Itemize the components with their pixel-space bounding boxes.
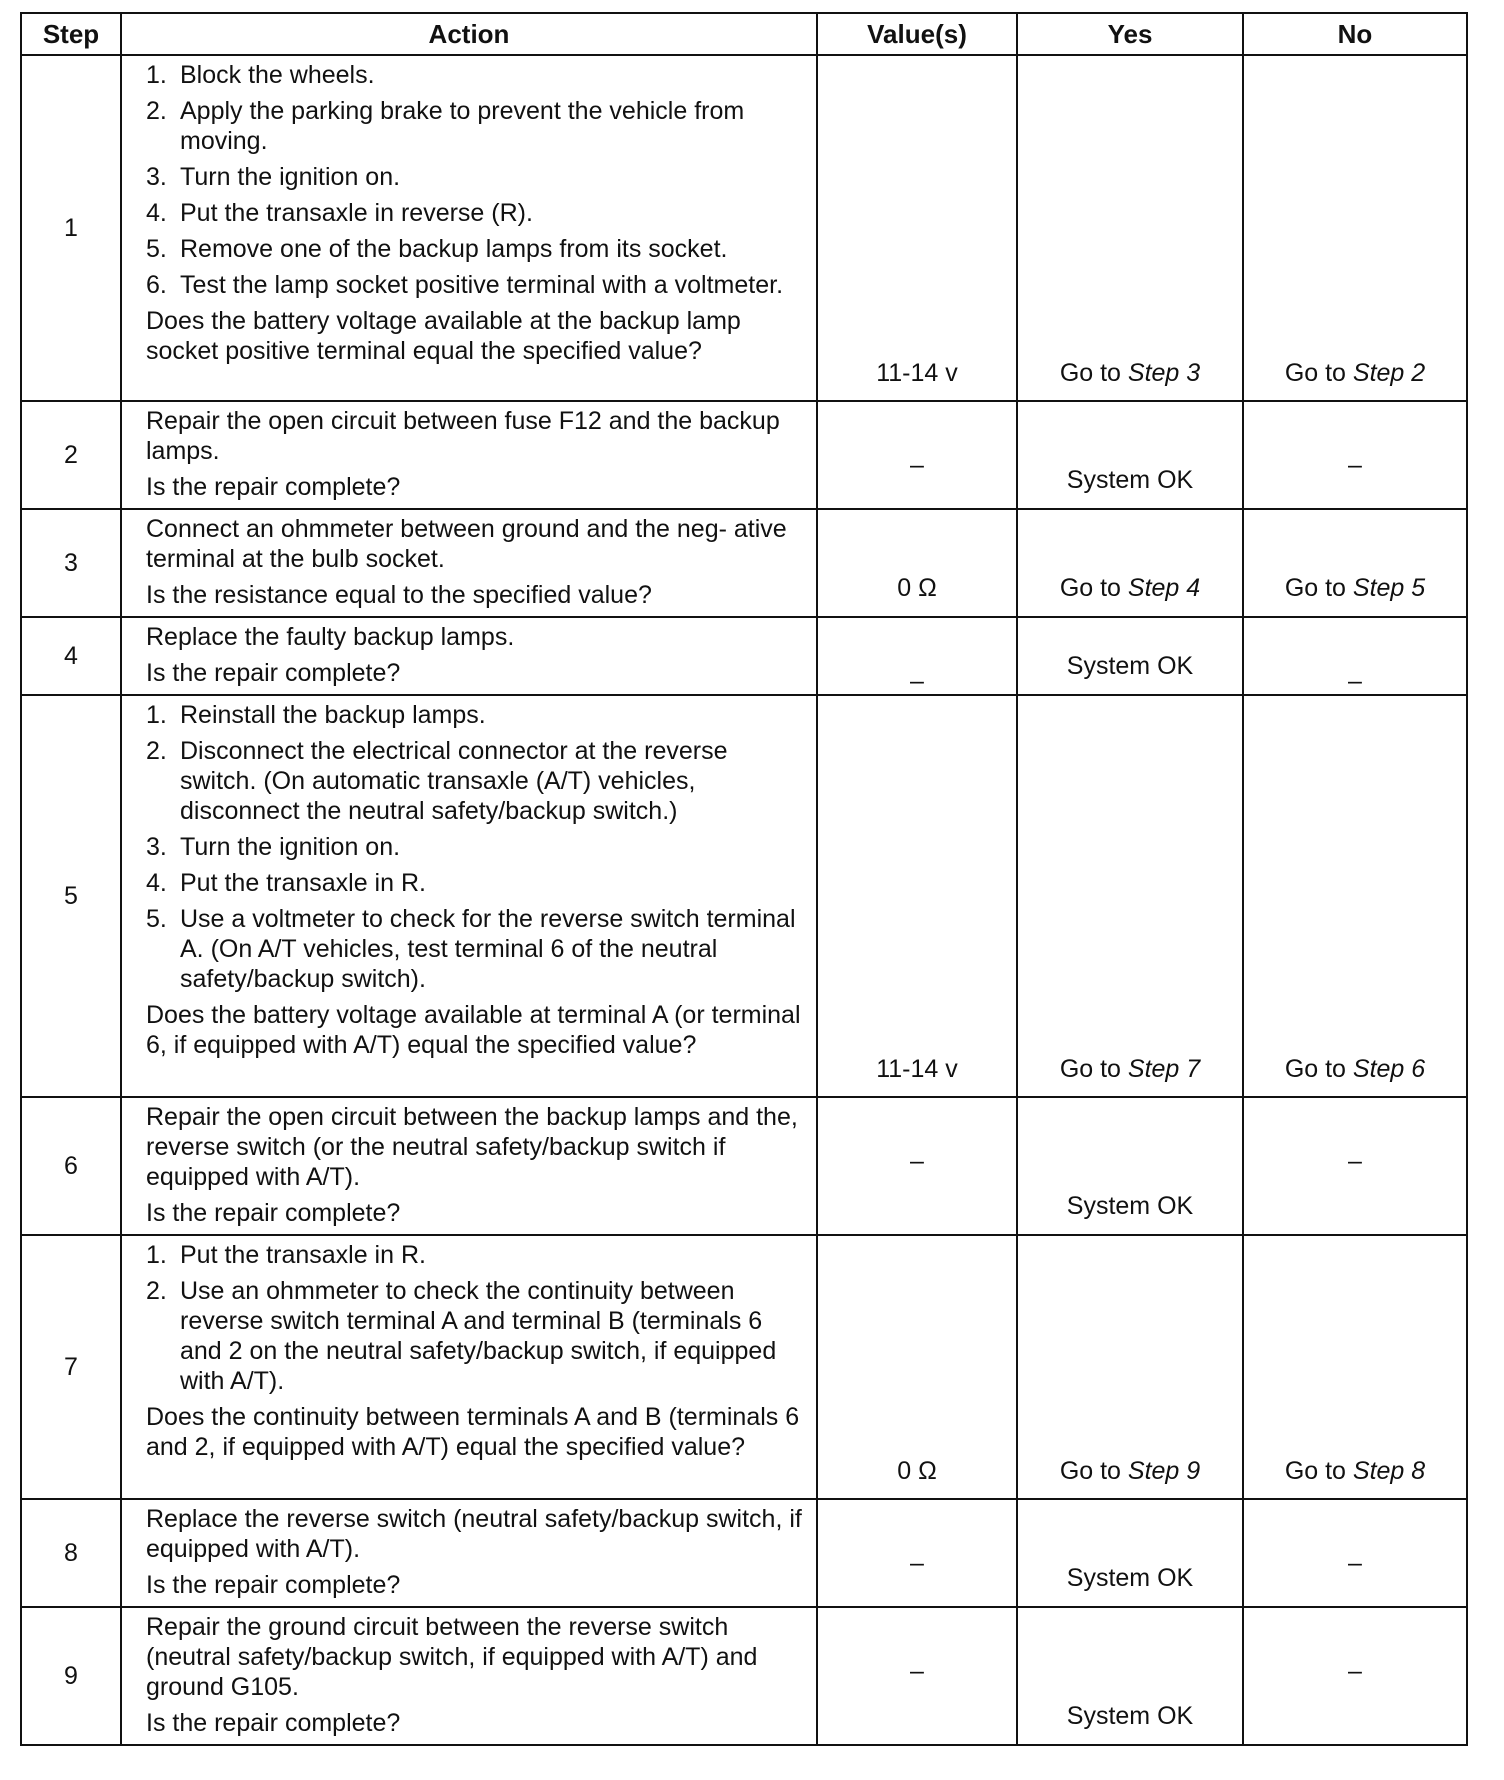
step-number: 8 bbox=[21, 1499, 121, 1607]
action-list-item bbox=[146, 736, 804, 826]
action-list-item bbox=[146, 1240, 804, 1270]
no-cell bbox=[1243, 509, 1467, 617]
yes-prefix: Go to bbox=[1059, 1055, 1128, 1083]
list-text: Use an ohmmeter to check the continuity between reverse switch terminal A and terminal B (terminals 6 and 2 on the neutral safety/backup switch, if equipped with A/T). bbox=[180, 1277, 777, 1395]
no-step-link: Step 5 bbox=[1352, 574, 1426, 602]
yes-step-link: Step 4 bbox=[1127, 574, 1201, 602]
action-question: Is the repair complete? bbox=[146, 1571, 401, 1599]
list-number: 4. bbox=[146, 869, 167, 897]
action-list bbox=[146, 60, 804, 300]
yes-text: System OK bbox=[1066, 1192, 1194, 1220]
value-cell bbox=[817, 401, 1017, 509]
yes-cell bbox=[1017, 509, 1243, 617]
no-prefix: Go to bbox=[1284, 359, 1353, 387]
action-question: Is the repair complete? bbox=[146, 1199, 401, 1227]
step-number: 2 bbox=[21, 401, 121, 509]
action-text: Replace the faulty backup lamps. bbox=[146, 623, 515, 651]
action-question: Does the battery voltage available at the backup lamp socket positive terminal equal the specified value? bbox=[146, 307, 741, 365]
action-question: Is the repair complete? bbox=[146, 659, 401, 687]
list-text: Turn the ignition on. bbox=[180, 833, 401, 861]
value-cell bbox=[817, 1235, 1017, 1499]
list-number: 2. bbox=[146, 1277, 167, 1305]
no-cell bbox=[1243, 1607, 1467, 1745]
yes-cell bbox=[1017, 55, 1243, 401]
action-cell bbox=[121, 617, 817, 695]
action-question: Does the continuity between terminals A and B (terminals 6 and 2, if equipped with A/T) equal the specified value? bbox=[146, 1403, 800, 1461]
yes-step-link: Step 3 bbox=[1127, 359, 1201, 387]
action-question: Is the repair complete? bbox=[146, 1709, 401, 1737]
yes-text bbox=[1024, 574, 1236, 603]
yes-step-link: Step 7 bbox=[1127, 1055, 1201, 1083]
yes-cell bbox=[1017, 1235, 1243, 1499]
no-prefix: Go to bbox=[1284, 1457, 1353, 1485]
action-cell bbox=[121, 1607, 817, 1745]
yes-cell bbox=[1017, 1097, 1243, 1235]
yes-cell bbox=[1017, 617, 1243, 695]
value-text: 0 Ω bbox=[897, 1457, 937, 1485]
no-cell bbox=[1243, 1097, 1467, 1235]
list-number: 3. bbox=[146, 833, 167, 861]
no-text bbox=[1250, 1457, 1460, 1486]
header-no: No bbox=[1243, 13, 1467, 55]
list-number: 6. bbox=[146, 271, 167, 299]
step-number: 9 bbox=[21, 1607, 121, 1745]
action-question: Does the battery voltage available at terminal A (or terminal 6, if equipped with A/T) equal the specified value? bbox=[146, 1001, 801, 1059]
action-list-item bbox=[146, 1276, 804, 1396]
no-cell bbox=[1243, 1499, 1467, 1607]
list-text: Disconnect the electrical connector at the reverse switch. (On automatic transaxle (A/T) vehicles, disconnect the neutral safety/backup switch.) bbox=[180, 737, 728, 825]
yes-text: System OK bbox=[1066, 466, 1194, 494]
header-action: Action bbox=[121, 13, 817, 55]
value-cell bbox=[817, 695, 1017, 1097]
header-row bbox=[21, 13, 1467, 55]
step-number: 5 bbox=[21, 695, 121, 1097]
action-text: Repair the ground circuit between the reverse switch (neutral safety/backup switch, if equipped with A/T) and ground G105. bbox=[146, 1613, 758, 1701]
table-row bbox=[21, 695, 1467, 1097]
action-list-item bbox=[146, 700, 804, 730]
no-text: – bbox=[1348, 1147, 1362, 1175]
no-cell bbox=[1243, 401, 1467, 509]
diagnostic-table-page bbox=[20, 12, 1466, 1746]
value-cell bbox=[817, 1607, 1017, 1745]
table-row bbox=[21, 509, 1467, 617]
no-cell bbox=[1243, 1235, 1467, 1499]
action-cell bbox=[121, 55, 817, 401]
list-text: Turn the ignition on. bbox=[180, 163, 401, 191]
no-text bbox=[1250, 359, 1460, 388]
step-number: 3 bbox=[21, 509, 121, 617]
action-text: Repair the open circuit between fuse F12 and the backup lamps. bbox=[146, 407, 780, 465]
no-prefix: Go to bbox=[1284, 574, 1353, 602]
action-list bbox=[146, 1240, 804, 1396]
yes-step-link: Step 9 bbox=[1127, 1457, 1201, 1485]
action-list-item bbox=[146, 868, 804, 898]
list-text: Put the transaxle in R. bbox=[180, 869, 426, 897]
no-step-link: Step 8 bbox=[1352, 1457, 1426, 1485]
table-row bbox=[21, 401, 1467, 509]
step-number: 4 bbox=[21, 617, 121, 695]
list-number: 2. bbox=[146, 737, 167, 765]
table-row bbox=[21, 617, 1467, 695]
list-text: Apply the parking brake to prevent the vehicle from moving. bbox=[180, 97, 745, 155]
yes-text bbox=[1024, 1457, 1236, 1486]
action-list bbox=[146, 700, 804, 994]
list-text: Put the transaxle in R. bbox=[180, 1241, 426, 1269]
action-cell bbox=[121, 695, 817, 1097]
action-text: Connect an ohmmeter between ground and the neg- ative terminal at the bulb socket. bbox=[146, 515, 787, 573]
action-list-item bbox=[146, 270, 804, 300]
value-text: – bbox=[910, 1147, 924, 1175]
yes-text: System OK bbox=[1066, 1702, 1194, 1730]
table-row bbox=[21, 1607, 1467, 1745]
action-text: Replace the reverse switch (neutral safety/backup switch, if equipped with A/T). bbox=[146, 1505, 802, 1563]
no-text: – bbox=[1348, 451, 1362, 479]
action-cell bbox=[121, 401, 817, 509]
header-yes: Yes bbox=[1017, 13, 1243, 55]
no-text: – bbox=[1348, 1549, 1362, 1577]
list-number: 5. bbox=[146, 905, 167, 933]
action-question: Is the resistance equal to the specified value? bbox=[146, 581, 652, 609]
yes-cell bbox=[1017, 1499, 1243, 1607]
table-row bbox=[21, 55, 1467, 401]
value-text: – bbox=[910, 451, 924, 479]
list-text: Remove one of the backup lamps from its socket. bbox=[180, 235, 728, 263]
action-list-item bbox=[146, 96, 804, 156]
action-cell bbox=[121, 509, 817, 617]
list-number: 1. bbox=[146, 701, 167, 729]
list-text: Block the wheels. bbox=[180, 61, 375, 89]
no-cell bbox=[1243, 55, 1467, 401]
yes-prefix: Go to bbox=[1059, 359, 1128, 387]
table-row bbox=[21, 1499, 1467, 1607]
no-prefix: Go to bbox=[1284, 1055, 1353, 1083]
action-list-item bbox=[146, 904, 804, 994]
value-cell bbox=[817, 1097, 1017, 1235]
step-number: 6 bbox=[21, 1097, 121, 1235]
value-cell bbox=[817, 1499, 1017, 1607]
no-cell bbox=[1243, 617, 1467, 695]
value-text: 11-14 v bbox=[876, 1055, 958, 1083]
yes-text bbox=[1024, 359, 1236, 388]
no-text bbox=[1250, 574, 1460, 603]
no-step-link: Step 6 bbox=[1352, 1055, 1426, 1083]
list-text: Reinstall the backup lamps. bbox=[180, 701, 486, 729]
value-text: – bbox=[910, 1549, 924, 1577]
list-number: 5. bbox=[146, 235, 167, 263]
yes-prefix: Go to bbox=[1059, 1457, 1128, 1485]
value-text: – bbox=[910, 1657, 924, 1685]
yes-text: System OK bbox=[1066, 1564, 1194, 1592]
diagnostic-table bbox=[20, 12, 1468, 1746]
yes-cell bbox=[1017, 1607, 1243, 1745]
action-text: Repair the open circuit between the backup lamps and the, reverse switch (or the neutral safety/backup switch if equipped with A/T). bbox=[146, 1103, 798, 1191]
no-step-link: Step 2 bbox=[1352, 359, 1426, 387]
list-number: 1. bbox=[146, 1241, 167, 1269]
value-cell bbox=[817, 617, 1017, 695]
action-list-item bbox=[146, 162, 804, 192]
value-cell bbox=[817, 509, 1017, 617]
table-row bbox=[21, 1097, 1467, 1235]
header-step: Step bbox=[21, 13, 121, 55]
list-text: Test the lamp socket positive terminal with a voltmeter. bbox=[180, 271, 784, 299]
action-cell bbox=[121, 1499, 817, 1607]
yes-cell bbox=[1017, 695, 1243, 1097]
yes-text: System OK bbox=[1066, 652, 1194, 680]
list-number: 3. bbox=[146, 163, 167, 191]
action-cell bbox=[121, 1097, 817, 1235]
list-number: 4. bbox=[146, 199, 167, 227]
action-list-item bbox=[146, 60, 804, 90]
value-text: 11-14 v bbox=[876, 359, 958, 387]
list-text: Put the transaxle in reverse (R). bbox=[180, 199, 533, 227]
yes-prefix: Go to bbox=[1059, 574, 1128, 602]
value-text: – bbox=[910, 667, 924, 695]
no-cell bbox=[1243, 695, 1467, 1097]
action-list-item bbox=[146, 832, 804, 862]
table-row bbox=[21, 1235, 1467, 1499]
action-cell bbox=[121, 1235, 817, 1499]
no-text: – bbox=[1348, 1657, 1362, 1685]
yes-text bbox=[1024, 1055, 1236, 1084]
step-number: 1 bbox=[21, 55, 121, 401]
no-text: – bbox=[1348, 667, 1362, 695]
list-number: 2. bbox=[146, 97, 167, 125]
list-text: Use a voltmeter to check for the reverse switch terminal A. (On A/T vehicles, test terminal 6 of the neutral safety/backup switch). bbox=[180, 905, 796, 993]
no-text bbox=[1250, 1055, 1460, 1084]
header-values: Value(s) bbox=[817, 13, 1017, 55]
value-cell bbox=[817, 55, 1017, 401]
step-number: 7 bbox=[21, 1235, 121, 1499]
action-list-item bbox=[146, 234, 804, 264]
value-text: 0 Ω bbox=[897, 574, 937, 602]
list-number: 1. bbox=[146, 61, 167, 89]
action-list-item bbox=[146, 198, 804, 228]
action-question: Is the repair complete? bbox=[146, 473, 401, 501]
yes-cell bbox=[1017, 401, 1243, 509]
